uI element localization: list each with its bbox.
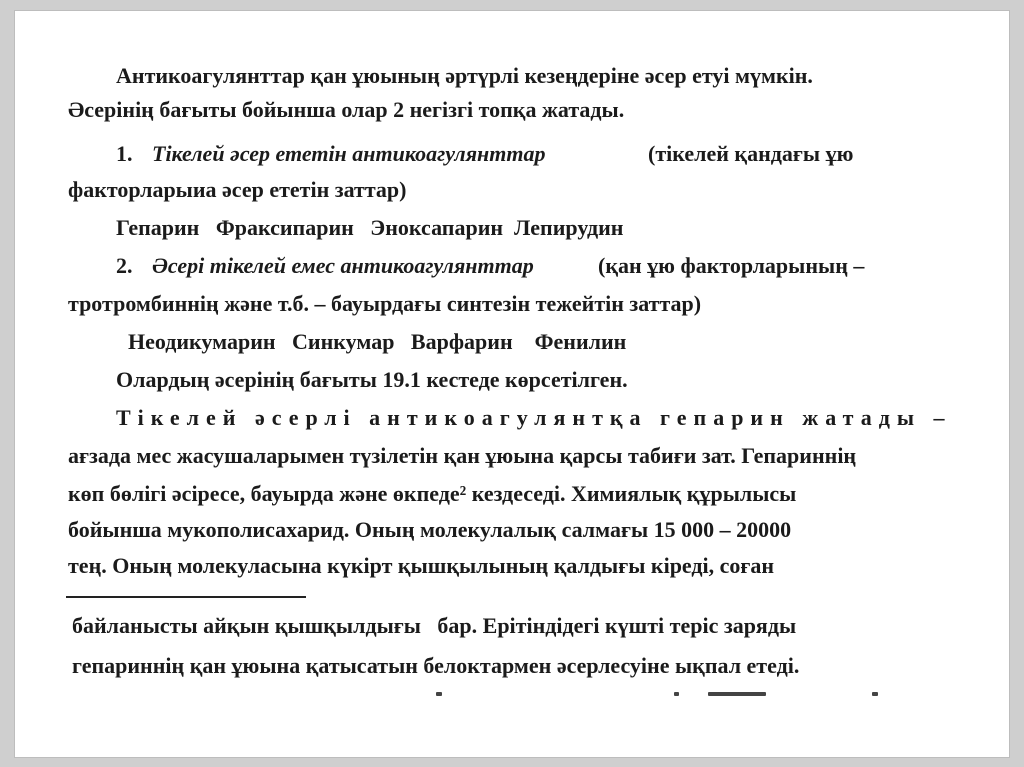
text-line-1: Антикоагулянттар қан ұюының әртүрлі кезеңдеріне әсер етуі мүмкін. xyxy=(116,63,813,88)
text-line-6-number: 2. xyxy=(116,253,133,278)
text-line-10-spaced: Тікелей әсерлі антикоагулянтқа гепарин жатады – xyxy=(116,405,952,430)
text-line-13: бойынша мукополисахарид. Оның молекулалық салмағы 15 000 – 20000 xyxy=(68,517,792,542)
text-line-12: көп бөлігі әсіресе, бауырда және өкпеде² кездеседі. Химиялық құрылысы xyxy=(68,481,797,506)
text-line-7: тротромбиннің және т.б. – бауырдағы синтезін тежейтін заттар) xyxy=(68,291,702,316)
text-line-6-italic: Әсері тікелей емес антикоагулянттар xyxy=(152,253,534,278)
drug-list-indirect: Неодикумарин Синкумар Варфарин Фенилин xyxy=(128,329,627,354)
drug-list-direct: Гепарин Фраксипарин Эноксапарин Лепирудин xyxy=(116,215,624,240)
text-line-16: гепариннің қан ұюына қатысатын белоктармен әсерлесуіне ықпал етеді. xyxy=(72,653,800,678)
cropped-text-fragment xyxy=(66,690,966,698)
text-line-2: Әсерінің бағыты бойынша олар 2 негізгі топқа жатады. xyxy=(68,97,625,122)
text-line-6-tail: (қан ұю факторларының – xyxy=(598,253,865,278)
text-line-3-italic: Тікелей әсер ететін антикоагулянттар xyxy=(152,141,546,166)
text-line-15: байланысты айқын қышқылдығы бар. Ерітіндідегі күшті теріс заряды xyxy=(72,613,797,638)
text-line-14: тең. Оның молекуласына күкірт қышқылының қалдығы кіреді, соған xyxy=(68,553,775,578)
footnote-rule xyxy=(66,596,306,598)
text-line-3-number: 1. xyxy=(116,141,133,166)
text-line-4: факторларыиа әсер ететін заттар) xyxy=(68,177,407,202)
text-line-3-tail: (тікелей қандағы ұю xyxy=(648,141,854,166)
text-line-11: ағзада мес жасушаларымен түзілетін қан ұюына қарсы табиғи зат. Гепариннің xyxy=(68,443,857,468)
text-line-9: Олардың әсерінің бағыты 19.1 кестеде көрсетілген. xyxy=(116,367,628,392)
